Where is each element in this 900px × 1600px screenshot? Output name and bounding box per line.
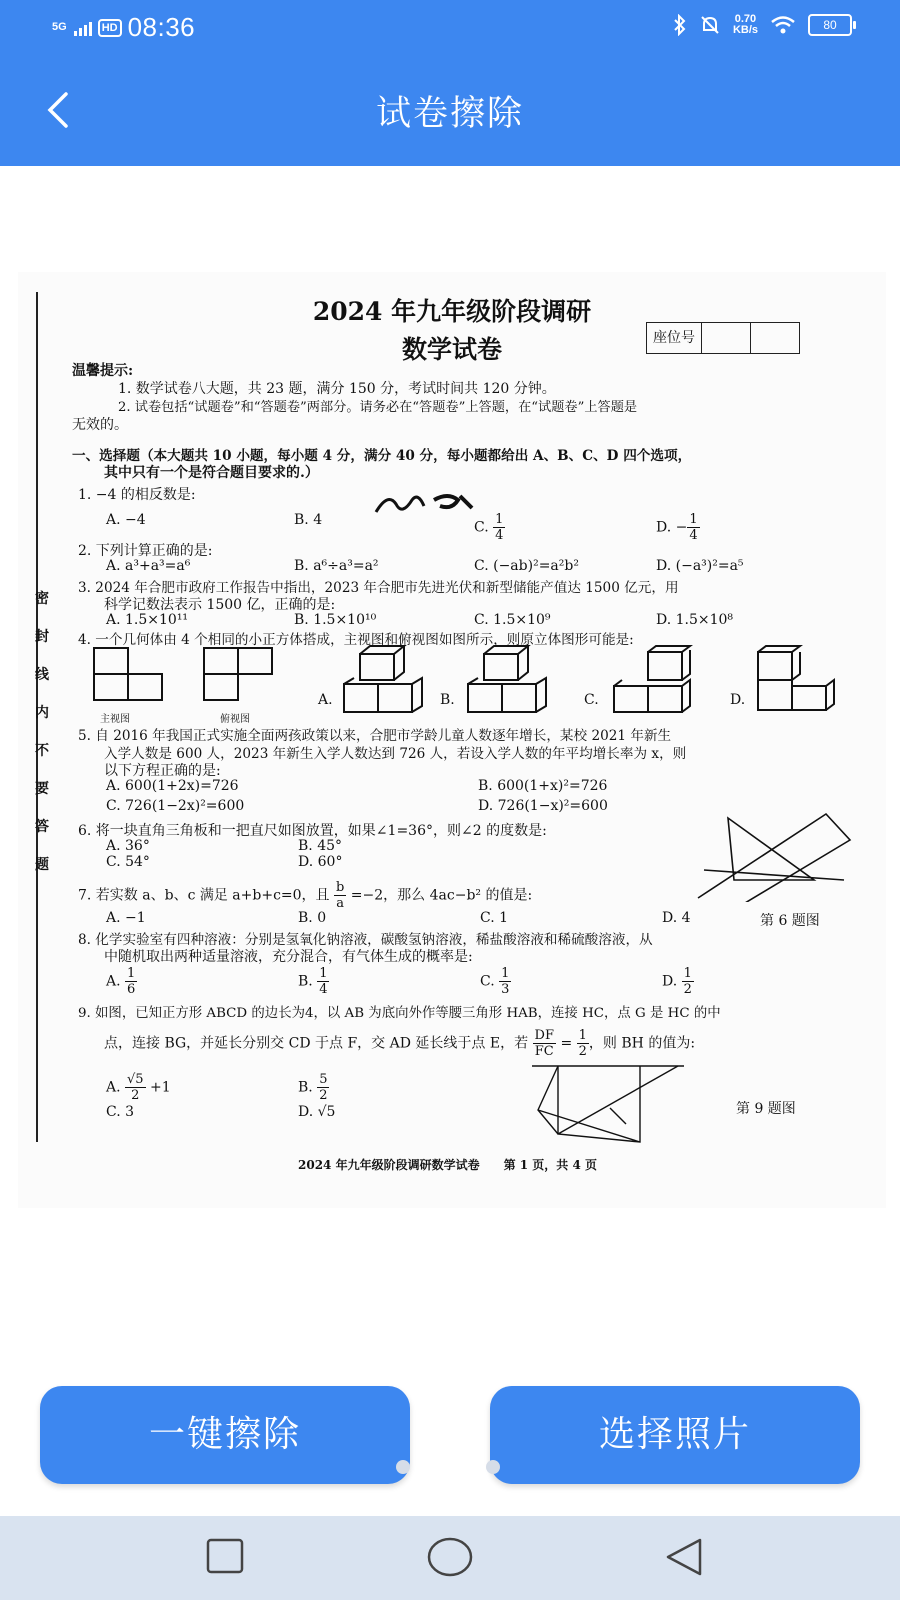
q5-option-a: A. 600(1+2x)=726 — [106, 778, 239, 794]
q9-option-d: D. √5 — [298, 1104, 336, 1120]
seat-number-box: 座位号 — [646, 322, 800, 354]
q1-option-d: D. − $\frac{1}{4}$ — [656, 512, 698, 543]
system-nav-bar — [0, 1516, 900, 1600]
question-3: 3. 2024 年合肥市政府工作报告中指出，2023 年合肥市先进光伏和新型储能产值达 1500 亿元，用 — [78, 580, 679, 596]
q6-option-a: A. 36° — [106, 838, 150, 854]
q4-front-view-label: 主视图 — [100, 714, 130, 725]
q5-option-d: D. 726(1−x)²=600 — [478, 798, 608, 814]
question-5-cont: 入学人数是 600 人，2023 年新生入学人数达到 726 人，若设入学人数的年平均增长率为 x，则 — [104, 746, 687, 762]
question-6: 6. 将一块直角三角板和一把直尺如图放置，如果∠1=36°，则∠2 的度数是: — [78, 823, 547, 839]
select-photo-button[interactable]: 选择照片 — [490, 1386, 860, 1484]
q7-option-b: B. 0 — [298, 910, 327, 926]
q7-option-c: C. 1 — [480, 910, 509, 926]
tip-2-cont: 无效的。 — [72, 417, 128, 433]
q5-option-c: C. 726(1−2x)²=600 — [106, 798, 245, 814]
fig9-caption: 第 9 题图 — [736, 1101, 796, 1117]
q9-figure — [528, 1058, 688, 1154]
exam-subtitle: 数学试卷 — [401, 335, 502, 364]
hd-badge: HD — [98, 19, 122, 37]
q1-option-c: C. $\frac{1}{4}$ — [474, 512, 504, 543]
app-header — [0, 0, 900, 166]
question-5: 5. 自 2016 年我国正式实施全面两孩政策以来，合肥市学龄儿童人数逐年增长，某校 2021 年新生 — [78, 728, 672, 744]
q1-option-a: A. −4 — [106, 512, 146, 528]
question-2: 2. 下列计算正确的是: — [78, 543, 213, 559]
q8-option-b: B. $\frac{1}{4}$ — [298, 966, 328, 997]
bluetooth-icon — [673, 14, 687, 36]
network-speed: 0.70 KB/s — [732, 13, 758, 36]
question-5-cont-2: 以下方程正确的是: — [104, 763, 221, 779]
network-type: 5G — [52, 21, 67, 33]
page-indicator — [396, 1460, 500, 1474]
status-bar — [0, 0, 900, 56]
q7-option-a: A. −1 — [106, 910, 146, 926]
wifi-icon — [770, 15, 796, 35]
q6-option-d: D. 60° — [298, 854, 343, 870]
q2-option-c: C. (−ab)²=a²b² — [474, 558, 579, 574]
question-1: 1. −4 的相反数是: — [78, 487, 196, 503]
q1-option-b: B. 4 — [294, 512, 323, 528]
q6-option-b: B. 45° — [298, 838, 343, 854]
exam-title: 2024 年九年级阶段调研 — [312, 297, 592, 326]
seal-line-text: 密 封 线 内 不 要 答 题 — [35, 591, 49, 873]
q4-top-view-label: 俯视图 — [220, 714, 250, 725]
q2-option-b: B. a⁶÷a³=a² — [294, 558, 379, 574]
q3-option-d: D. 1.5×10⁸ — [656, 612, 734, 628]
q9-option-b: B. $\frac{5}{2}$ — [298, 1072, 328, 1103]
question-3-cont: 科学记数法表示 1500 亿，正确的是: — [104, 597, 336, 613]
battery-icon: 80 — [808, 14, 852, 36]
page-title: 试卷擦除 — [375, 94, 524, 134]
question-8: 8. 化学实验室有四种溶液：分别是氢氧化钠溶液，碳酸氢钠溶液，稀盐酸溶液和稀硫酸溶液，从 — [78, 932, 653, 948]
paper-footer: 2024 年九年级阶段调研数学试卷 第 1 页，共 4 页 — [298, 1158, 597, 1172]
q2-option-d: D. (−a³)²=a⁵ — [656, 558, 744, 574]
q4-option-d: D. — [730, 692, 746, 708]
q4-option-a: A. — [318, 692, 333, 708]
q7-option-d: D. 4 — [662, 910, 691, 926]
q3-option-c: C. 1.5×10⁹ — [474, 612, 551, 628]
q6-figure — [694, 810, 854, 902]
question-9-cont: 点，连接 BG，并延长分别交 CD 于点 F，交 AD 延长线于点 E，若 $\frac{DF}{FC}$ = $\frac{1}{2}$ ，则 BH 的值为: — [104, 1028, 696, 1059]
q3-option-b: B. 1.5×10¹⁰ — [294, 612, 377, 628]
tip-2: 2. 试卷包括“试题卷”和“答题卷”两部分。请务必在“答题卷”上答题，在“试题卷”上答题是 — [118, 400, 638, 415]
q4-option-b: B. — [440, 692, 455, 708]
q2-option-a: A. a³+a³=a⁶ — [106, 558, 191, 574]
handwriting-mark — [368, 486, 488, 526]
q6-option-c: C. 54° — [106, 854, 150, 870]
mute-bell-icon — [699, 14, 721, 36]
recents-square-icon[interactable] — [204, 1536, 246, 1578]
q4-figures — [88, 644, 868, 724]
question-7: 7. 若实数 a、b、c 满足 a+b+c=0，且 $\frac{b}{a}$ =−2，那么 4ac−b² 的值是: — [78, 880, 533, 911]
q9-option-a: A. $\frac{√5}{2}$ +1 — [106, 1072, 171, 1103]
section-1-heading-cont: 其中只有一个是符合题目要求的.） — [104, 465, 319, 481]
exam-paper-photo — [18, 272, 886, 1208]
fig6-caption: 第 6 题图 — [760, 913, 820, 929]
q8-option-d: D. $\frac{1}{2}$ — [662, 966, 692, 997]
section-1-heading: 一、选择题（本大题共 10 小题，每小题 4 分，满分 40 分，每小题都给出 A、B、C、D 四个选项， — [72, 448, 692, 464]
back-triangle-icon[interactable] — [662, 1534, 708, 1580]
clock: 08:36 — [127, 12, 196, 42]
q8-option-c: C. $\frac{1}{3}$ — [480, 966, 510, 997]
question-8-cont: 中随机取出两种适量溶液，充分混合，有气体生成的概率是: — [104, 949, 473, 965]
q3-option-a: A. 1.5×10¹¹ — [106, 612, 189, 628]
tip-title: 温馨提示: — [72, 363, 134, 379]
q8-option-a: A. $\frac{1}{6}$ — [106, 966, 136, 997]
home-circle-icon[interactable] — [426, 1534, 474, 1580]
one-click-erase-button[interactable]: 一键擦除 — [40, 1386, 410, 1484]
q5-option-b: B. 600(1+x)²=726 — [478, 778, 608, 794]
tip-1: 1. 数学试卷八大题，共 23 题，满分 150 分，考试时间共 120 分钟。 — [118, 381, 556, 397]
q9-option-c: C. 3 — [106, 1104, 135, 1120]
question-9: 9. 如图，已知正方形 ABCD 的边长为4，以 AB 为底向外作等腰三角形 HAB，连接 HC，点 G 是 HC 的中 — [78, 1006, 721, 1021]
q4-option-c: C. — [584, 692, 599, 708]
signal-icon — [74, 20, 92, 36]
question-4: 4. 一个几何体由 4 个相同的小正方体搭成，主视图和俯视图如图所示，则原立体图形可能是: — [78, 632, 634, 648]
